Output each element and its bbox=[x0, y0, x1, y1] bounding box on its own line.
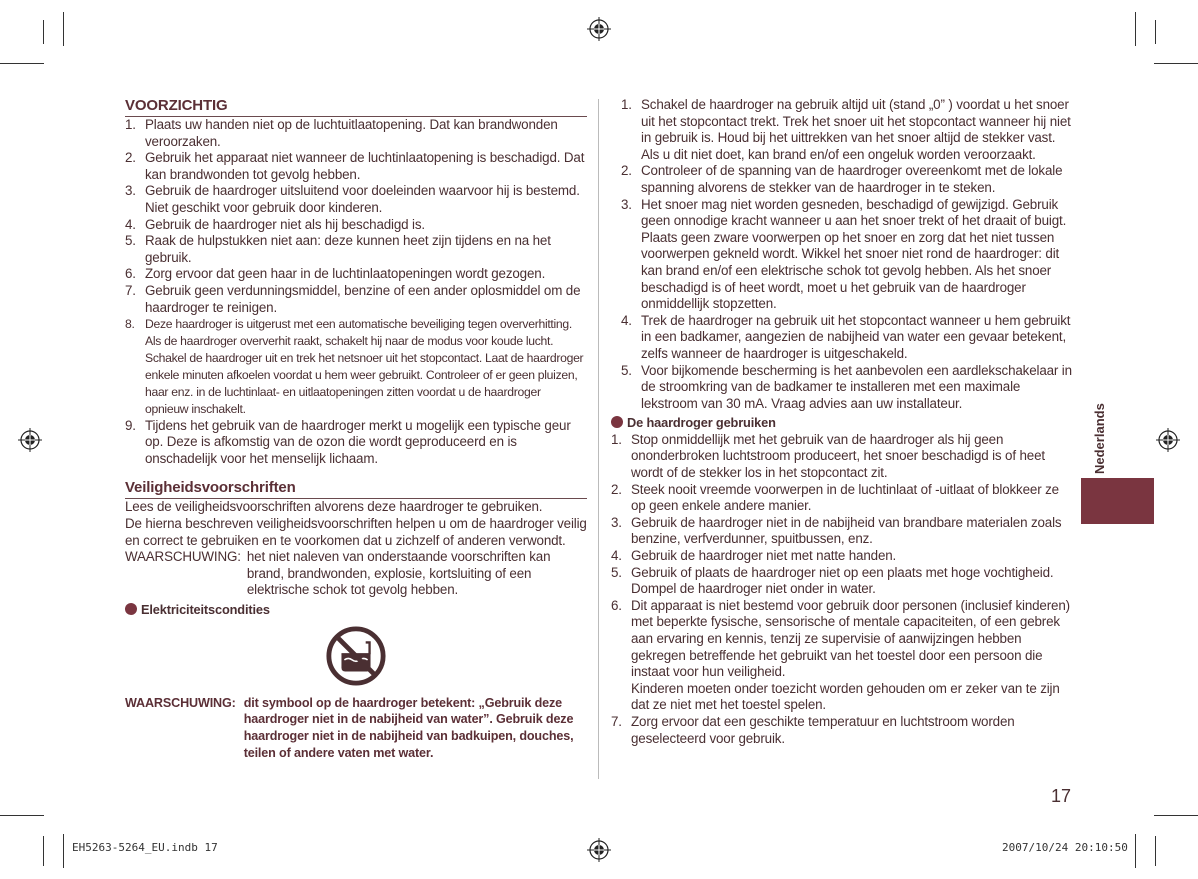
item-number: 8. bbox=[125, 317, 135, 332]
slug-filename: EH5263-5264_EU.indb 17 bbox=[72, 841, 218, 854]
list-item bbox=[621, 163, 1073, 196]
item-text: Controleer of de spanning van de haardroger overeenkomt met de lokale spanning alvorens de stekker van de haardroger in te steken. bbox=[641, 163, 1063, 195]
slug-timestamp: 2007/10/24 20:10:50 bbox=[1002, 841, 1128, 854]
list-item bbox=[611, 515, 1073, 548]
list-item bbox=[611, 714, 1073, 747]
safety-intro: De hierna beschreven veiligheidsvoorschriften helpen u om de haardroger veilig en correct te gebruiken en te voorkomen dat u zichzelf of anderen verwondt. bbox=[125, 515, 587, 548]
item-number: 7. bbox=[611, 713, 622, 729]
crop-mark bbox=[43, 20, 44, 44]
item-text: Raak de hulpstukken niet aan: deze kunnen heet zijn tijdens en na het gebruik. bbox=[145, 233, 551, 265]
list-item bbox=[611, 565, 1073, 598]
list-item bbox=[125, 150, 587, 183]
item-text: Gebruik de haardroger uitsluitend voor doeleinden waarvoor hij is bestemd. Niet geschikt voor gebruik door kinderen. bbox=[145, 183, 580, 215]
list-item bbox=[611, 432, 1073, 482]
item-number: 2. bbox=[621, 163, 632, 179]
electric-heading bbox=[125, 602, 587, 619]
left-column bbox=[125, 97, 587, 762]
crop-mark bbox=[63, 12, 64, 46]
list-item bbox=[125, 117, 587, 150]
crop-mark bbox=[1155, 20, 1156, 44]
item-text: Het snoer mag niet worden gesneden, beschadigd of gewijzigd. Gebruik geen onnodige kracht wanneer u aan het snoer trekt of het draait of buigt. Plaats geen zware voorwerpen op het snoer en zorg dat het niet tussen voorwerpen gekneld wordt. Wikkel het snoer niet rond de haardroger: dit kan brand en/of een elektrische schok tot gevolg hebben. Als het snoer beschadigd is of heet wordt, moet u het gebruik van de haardroger onmiddellijk stopzetten. bbox=[641, 196, 1067, 312]
item-text-extra: Kinderen moeten onder toezicht worden gehouden om er zeker van te zijn dat ze niet met het toestel spelen. bbox=[631, 680, 1060, 713]
crop-mark bbox=[1135, 834, 1136, 868]
list-item bbox=[125, 183, 587, 216]
item-number: 4. bbox=[125, 216, 136, 232]
list-item bbox=[611, 548, 1073, 565]
page-number: 17 bbox=[1051, 786, 1072, 806]
usage-list bbox=[611, 432, 1073, 747]
item-number: 4. bbox=[611, 548, 622, 564]
item-number: 5. bbox=[611, 564, 622, 580]
item-number: 3. bbox=[621, 196, 632, 212]
item-text: Dit apparaat is niet bestemd voor gebruik door personen (inclusief kinderen) met beperkte fysische, sensorische of mentale capaciteiten, of een gebrek aan ervaring en kennis, tenzij ze supervisie of aanwijzingen hebben gekregen betreffende het gebruikt van het toestel door een persoon die instaat voor hun veiligheid. bbox=[631, 597, 1070, 680]
list-item bbox=[125, 217, 587, 234]
item-number: 1. bbox=[125, 117, 136, 132]
item-number: 7. bbox=[125, 282, 136, 298]
item-text: Zorg ervoor dat geen haar in de luchtinlaatopeningen wordt gezogen. bbox=[145, 266, 546, 282]
registration-mark-icon bbox=[587, 17, 611, 41]
item-text: Gebruik geen verdunningsmiddel, benzine of een ander oplosmiddel om de haardroger te reinigen. bbox=[145, 282, 581, 315]
crop-mark bbox=[1155, 836, 1156, 866]
item-text: Trek de haardroger na gebruik uit het stopcontact wanneer u hem gebruikt in een badkamer, aangezien de nabijheid van water een gevaar betekent, zelfs wanneer de haardroger is uitgeschakeld. bbox=[641, 312, 1071, 361]
list-item bbox=[621, 363, 1073, 413]
warning-label: WAARSCHUWING: bbox=[125, 549, 241, 565]
item-number: 3. bbox=[125, 183, 136, 199]
item-text: Gebruik de haardroger niet met natte handen. bbox=[631, 548, 897, 564]
right-column bbox=[611, 97, 1073, 747]
item-number: 5. bbox=[125, 233, 136, 249]
bullet-dot-icon bbox=[125, 603, 137, 615]
crop-mark bbox=[63, 834, 64, 868]
list-item bbox=[125, 233, 587, 266]
symbol-warning-text: dit symbool op de haardroger betekent: „Gebruik deze haardroger niet in de nabijheid van water”. Gebruik deze haardroger niet in de nabijheid van badkuipen, douches, teilen of andere vaten met water. bbox=[243, 695, 574, 760]
list-item bbox=[125, 266, 587, 283]
list-item bbox=[611, 482, 1073, 515]
item-number: 6. bbox=[611, 597, 622, 613]
bullet-dot-icon bbox=[611, 416, 623, 428]
crop-mark bbox=[0, 815, 44, 816]
item-text: Gebruik het apparaat niet wanneer de luchtinlaatopening is beschadigd. Dat kan brandwonden tot gevolg hebben. bbox=[145, 150, 585, 182]
item-text: Tijdens het gebruik van de haardroger merkt u mogelijk een typische geur op. Deze is afkomstig van de ozon die wordt geproduceerd en is onschadelijk voor het menselijk lichaam. bbox=[145, 417, 571, 466]
list-item bbox=[621, 313, 1073, 363]
list-item bbox=[621, 97, 1073, 163]
item-number: 3. bbox=[611, 514, 622, 530]
item-text: Gebruik of plaats de haardroger niet op een plaats met hoge vochtigheid. Dompel de haardroger niet onder in water. bbox=[631, 564, 1054, 597]
list-item bbox=[621, 197, 1073, 313]
registration-mark-icon bbox=[18, 428, 42, 452]
item-number: 1. bbox=[611, 431, 622, 447]
registration-mark-icon bbox=[587, 838, 611, 862]
symbol-warning-block bbox=[125, 695, 587, 762]
item-text: Steek nooit vreemde voorwerpen in de luchtinlaat of -uitlaat of blokkeer ze op geen enkele andere manier. bbox=[631, 481, 1059, 514]
caution-list bbox=[125, 117, 587, 467]
crop-mark bbox=[43, 836, 44, 866]
item-number: 6. bbox=[125, 266, 136, 282]
no-water-symbol-icon bbox=[325, 625, 387, 687]
item-text: Voor bijkomende bescherming is het aanbevolen een aardlekschakelaar in de stroomkring van de badkamer te installeren met een maximale lekstroom van 30 mA. Vraag advies aan uw installateur. bbox=[641, 362, 1072, 411]
language-tab-label: Nederlands bbox=[1092, 403, 1107, 474]
warning-text: het niet naleven van onderstaande voorschriften kan brand, brandwonden, explosie, kortsluiting of een elektrische schok tot gevolg hebben. bbox=[246, 549, 551, 598]
item-text: Schakel de haardroger na gebruik altijd uit (stand „0” ) voordat u het snoer uit het stopcontact trekt. Trek het snoer uit het stopcontact wanneer hij niet in gebruik is. Houd bij het uittrekken van het snoer altijd de stekker vast. Als u dit niet doet, kan brand en/of een ongeluk worden veroorzaakt. bbox=[641, 97, 1071, 162]
electric-heading-text: Elektriciteitscondities bbox=[141, 601, 270, 617]
crop-mark bbox=[1154, 815, 1198, 816]
warning-block bbox=[125, 549, 587, 599]
safety-intro: Lees de veiligheidsvoorschriften alvorens deze haardroger te gebruiken. bbox=[125, 499, 543, 515]
crop-mark bbox=[1154, 63, 1198, 64]
safety-title: Veiligheidsvoorschriften bbox=[125, 479, 587, 499]
item-text: Gebruik de haardroger niet in de nabijheid van brandbare materialen zoals benzine, verfverdunner, spuitbussen, enz. bbox=[631, 514, 1062, 547]
registration-mark-icon bbox=[1156, 428, 1180, 452]
item-number: 2. bbox=[125, 150, 136, 166]
item-text: Stop onmiddellijk met het gebruik van de haardroger als hij geen ononderbroken luchtstroom produceert, het snoer beschadigd is of heet wordt of de stekker los in het stopcontact zit. bbox=[631, 431, 1045, 481]
item-number: 2. bbox=[611, 481, 622, 497]
crop-mark bbox=[1135, 12, 1136, 46]
item-text: Deze haardroger is uitgerust met een automatische beveiliging tegen oververhitting. Als de haardroger oververhit raakt, schakelt hij naar de modus voor koude lucht. Schakel de haardroger uit en trek het netsnoer uit het stopcontact. Laat de haardroger enkele minuten afkoelen voordat u hem weer gebruikt. Controleer of er geen pluizen, haar enz. in de luchtinlaat- en uitlaatopeningen zitten voordat u de haardroger opnieuw inschakelt. bbox=[145, 317, 584, 416]
symbol-warning-label: WAARSCHUWING: bbox=[125, 695, 236, 710]
usage-heading-text: De haardroger gebruiken bbox=[627, 415, 776, 431]
list-item bbox=[125, 316, 587, 417]
item-number: 1. bbox=[621, 97, 632, 112]
item-text: Plaats uw handen niet op de luchtuitlaatopening. Dat kan brandwonden veroorzaken. bbox=[145, 117, 558, 149]
electric-list bbox=[611, 97, 1073, 412]
item-number: 5. bbox=[621, 362, 632, 378]
caution-title: VOORZICHTIG bbox=[125, 97, 587, 117]
language-tab bbox=[1081, 478, 1154, 524]
column-divider bbox=[598, 99, 599, 779]
crop-mark bbox=[0, 63, 44, 64]
list-item bbox=[125, 418, 587, 468]
list-item bbox=[611, 598, 1073, 714]
item-number: 9. bbox=[125, 417, 136, 433]
item-text: Gebruik de haardroger niet als hij beschadigd is. bbox=[145, 216, 425, 232]
item-number: 4. bbox=[621, 312, 632, 328]
usage-heading bbox=[611, 415, 1073, 432]
list-item bbox=[125, 283, 587, 316]
item-text: Zorg ervoor dat een geschikte temperatuur en luchtstroom worden geselecteerd voor gebruik. bbox=[631, 713, 1015, 746]
